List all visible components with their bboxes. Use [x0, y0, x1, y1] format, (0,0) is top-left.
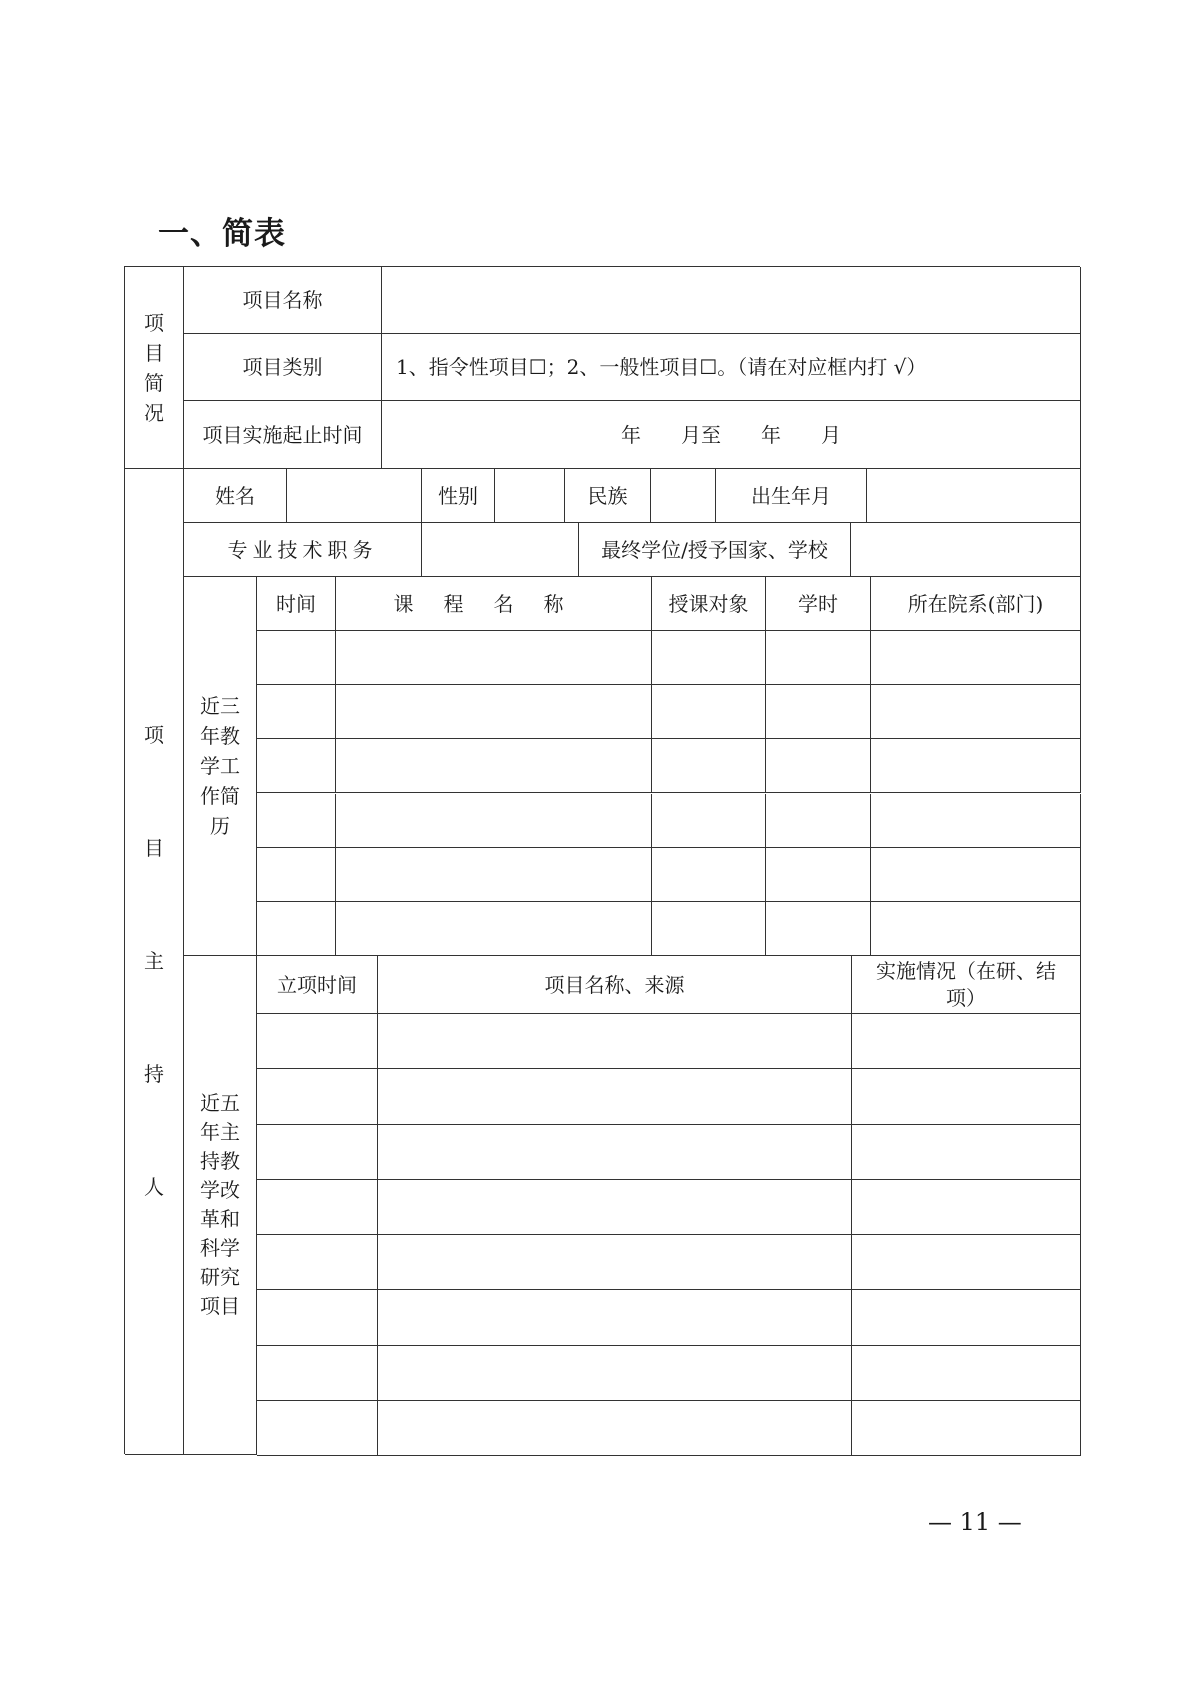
- summary-form-table: [124, 266, 1080, 1454]
- teaching-cell-time[interactable]: [257, 794, 336, 848]
- host-degree-label: 最终学位/授予国家、学校: [579, 523, 851, 577]
- research-cell-name-source[interactable]: [378, 1401, 852, 1456]
- project-category-label: 项目类别: [184, 334, 382, 401]
- teaching-cell-department[interactable]: [871, 631, 1081, 685]
- research-cell-date[interactable]: [257, 1069, 378, 1124]
- research-cell-date[interactable]: [257, 1235, 378, 1290]
- research-cell-name-source[interactable]: [378, 1069, 852, 1124]
- research-header-date: 立项时间: [257, 956, 378, 1014]
- teaching-cell-audience[interactable]: [652, 685, 766, 739]
- page-number: — 11 —: [928, 1508, 1022, 1536]
- research-cell-status[interactable]: [852, 1290, 1081, 1345]
- host-gender-field[interactable]: [495, 469, 565, 523]
- project-category-options[interactable]: 1、指令性项目☐；2、一般性项目☐。（请在对应框内打 √）: [382, 334, 1081, 401]
- teaching-cell-audience[interactable]: [652, 902, 766, 956]
- project-name-field[interactable]: [382, 267, 1081, 334]
- page-heading: 一、简表: [158, 216, 286, 252]
- teaching-header-time: 时间: [257, 577, 336, 631]
- host-gender-label: 性别: [422, 469, 495, 523]
- teaching-cell-audience[interactable]: [652, 794, 766, 848]
- research-cell-status[interactable]: [852, 1401, 1081, 1456]
- teaching-cell-course[interactable]: [336, 631, 652, 685]
- project-name-label: 项目名称: [184, 267, 382, 334]
- teaching-cell-course[interactable]: [336, 685, 652, 739]
- research-cell-status[interactable]: [852, 1125, 1081, 1180]
- research-cell-status[interactable]: [852, 1346, 1081, 1401]
- host-ethnicity-field[interactable]: [651, 469, 716, 523]
- teaching-header-hours: 学时: [766, 577, 871, 631]
- research-cell-date[interactable]: [257, 1180, 378, 1235]
- teaching-cell-course[interactable]: [336, 794, 652, 848]
- teaching-cell-hours[interactable]: [766, 794, 871, 848]
- research-cell-status[interactable]: [852, 1180, 1081, 1235]
- research-cell-name-source[interactable]: [378, 1235, 852, 1290]
- teaching-cell-hours[interactable]: [766, 631, 871, 685]
- research-cell-date[interactable]: [257, 1290, 378, 1345]
- teaching-cell-time[interactable]: [257, 631, 336, 685]
- research-header-status: 实施情况（在研、结项）: [852, 956, 1081, 1014]
- research-header-name-source: 项目名称、来源: [378, 956, 852, 1014]
- host-ethnicity-label: 民族: [565, 469, 651, 523]
- research-cell-date[interactable]: [257, 1014, 378, 1069]
- host-birth-label: 出生年月: [716, 469, 867, 523]
- teaching-cell-time[interactable]: [257, 902, 336, 956]
- teaching-header-course: 课程名称: [336, 577, 652, 631]
- teaching-cell-audience[interactable]: [652, 631, 766, 685]
- host-degree-field[interactable]: [851, 523, 1081, 577]
- research-cell-status[interactable]: [852, 1069, 1081, 1124]
- teaching-cell-department[interactable]: [871, 902, 1081, 956]
- teaching-cell-time[interactable]: [257, 739, 336, 793]
- host-birth-field[interactable]: [867, 469, 1081, 523]
- teaching-cell-course[interactable]: [336, 739, 652, 793]
- teaching-cell-hours[interactable]: [766, 902, 871, 956]
- research-cell-name-source[interactable]: [378, 1346, 852, 1401]
- research-projects-label: 近五 年主 持教 学改 革和 科学 研究 项目: [184, 956, 257, 1455]
- teaching-header-department: 所在院系(部门): [871, 577, 1081, 631]
- overview-group-label: 项 目 简 况: [125, 267, 184, 469]
- teaching-history-label: 近三 年教 学工 作简 历: [184, 577, 257, 956]
- host-name-field[interactable]: [287, 469, 422, 523]
- teaching-cell-time[interactable]: [257, 848, 336, 902]
- project-period-label: 项目实施起止时间: [184, 401, 382, 469]
- research-cell-date[interactable]: [257, 1401, 378, 1456]
- teaching-cell-time[interactable]: [257, 685, 336, 739]
- project-period-field[interactable]: 年 月至 年 月: [382, 401, 1081, 469]
- research-cell-status[interactable]: [852, 1014, 1081, 1069]
- research-cell-name-source[interactable]: [378, 1014, 852, 1069]
- teaching-cell-course[interactable]: [336, 848, 652, 902]
- teaching-cell-department[interactable]: [871, 794, 1081, 848]
- teaching-cell-course[interactable]: [336, 902, 652, 956]
- research-cell-status[interactable]: [852, 1235, 1081, 1290]
- host-title-field[interactable]: [422, 523, 579, 577]
- teaching-cell-department[interactable]: [871, 848, 1081, 902]
- teaching-cell-department[interactable]: [871, 685, 1081, 739]
- research-cell-date[interactable]: [257, 1125, 378, 1180]
- host-title-label: 专业技术职务: [184, 523, 422, 577]
- research-cell-name-source[interactable]: [378, 1290, 852, 1345]
- host-name-label: 姓名: [184, 469, 287, 523]
- teaching-header-audience: 授课对象: [652, 577, 766, 631]
- teaching-cell-hours[interactable]: [766, 685, 871, 739]
- teaching-cell-hours[interactable]: [766, 739, 871, 793]
- teaching-cell-audience[interactable]: [652, 848, 766, 902]
- teaching-cell-hours[interactable]: [766, 848, 871, 902]
- teaching-cell-audience[interactable]: [652, 739, 766, 793]
- research-cell-date[interactable]: [257, 1346, 378, 1401]
- research-cell-name-source[interactable]: [378, 1125, 852, 1180]
- research-cell-name-source[interactable]: [378, 1180, 852, 1235]
- teaching-cell-department[interactable]: [871, 739, 1081, 793]
- host-group-label: 项 目 主 持 人: [125, 469, 184, 1455]
